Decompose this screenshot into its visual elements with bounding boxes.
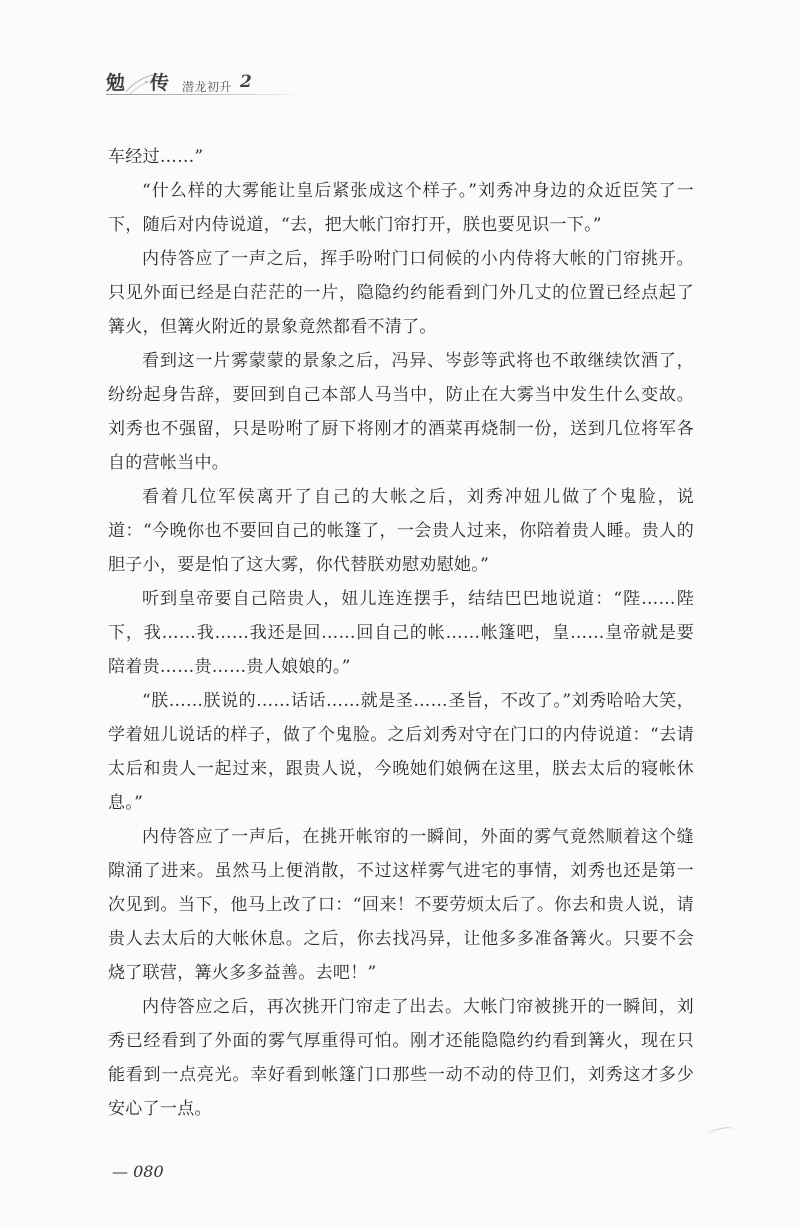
paragraph: 车经过……” (108, 147, 204, 167)
paragraph: 听到皇帝要自己陪贵人，妞儿连连摆手，结结巴巴地说道：“陛……陛下，我……我……我还是回……回自己的帐……帐篷吧，皇……皇帝就是要陪着贵……贵……贵人娘娘的。” (108, 589, 694, 677)
page-number: — 080 (112, 1162, 164, 1181)
paragraph: 内侍答应了一声之后，挥手吩咐门口伺候的小内侍将大帐的门帘挑开。只见外面已经是白茫茫的一片，隐隐约约能看到门外几丈的位置已经点起了篝火，但篝火附近的景象竟然都看不清了。 (108, 249, 694, 337)
paragraph: 看着几位军侯离开了自己的大帐之后，刘秀冲妞儿做了个鬼脸，说道：“今晚你也不要回自己的帐篷了，一会贵人过来，你陪着贵人睡。贵人的胆子小，要是怕了这大雾，你代替朕劝慰劝慰她。” (108, 487, 694, 575)
header-title-char-1: 勉 (106, 72, 126, 94)
paragraph: 内侍答应之后，再次挑开门帘走了出去。大帐门帘被挑开的一瞬间，刘秀已经看到了外面的雾气厚重得可怕。刚才还能隐隐约约看到篝火，现在只能看到一点亮光。幸好看到帐篷门口那些一动不动的侍卫们，刘秀这才多少安心了一点。 (108, 997, 694, 1119)
header-subtitle: 潜龙初升 (182, 80, 233, 94)
paragraph: 内侍答应了一声后，在挑开帐帘的一瞬间，外面的雾气竟然顺着这个缝隙涌了进来。虽然马上便消散，不过这样雾气进宅的事情，刘秀也还是第一次见到。当下，他马上改了口：“回来！不要劳烦太后了。你去和贵人说，请贵人去太后的大帐休息。之后，你去找冯异，让他多多准备篝火。只要不会烧了联营，篝火多多益善。去吧！” (108, 827, 694, 983)
running-header (106, 64, 346, 108)
page-smudge (707, 1125, 734, 1139)
paragraph: “朕……朕说的……话话……就是圣……圣旨，不改了。”刘秀哈哈大笑，学着妞儿说话的样子，做了个鬼脸。之后刘秀对守在门口的内侍说道：“去请太后和贵人一起过来，跟贵人说，今晚她们娘俩在这里，朕去太后的寝帐休息。” (108, 691, 694, 813)
header-rule (106, 94, 306, 95)
paragraph: “什么样的大雾能让皇后紧张成这个样子。”刘秀冲身边的众近臣笑了一下，随后对内侍说道，“去，把大帐门帘打开，朕也要见识一下。” (108, 181, 694, 235)
header-title-char-2: 传 (150, 72, 170, 94)
paragraph: 看到这一片雾蒙蒙的景象之后，冯异、岑彭等武将也不敢继续饮酒了，纷纷起身告辞，要回到自己本部人马当中，防止在大雾当中发生什么变故。刘秀也不强留，只是吩咐了厨下将刚才的酒菜再烧制一份，送到几位将军各自的营帐当中。 (108, 351, 694, 473)
header-volume-number: 2 (240, 72, 252, 92)
body-text (108, 140, 694, 1126)
